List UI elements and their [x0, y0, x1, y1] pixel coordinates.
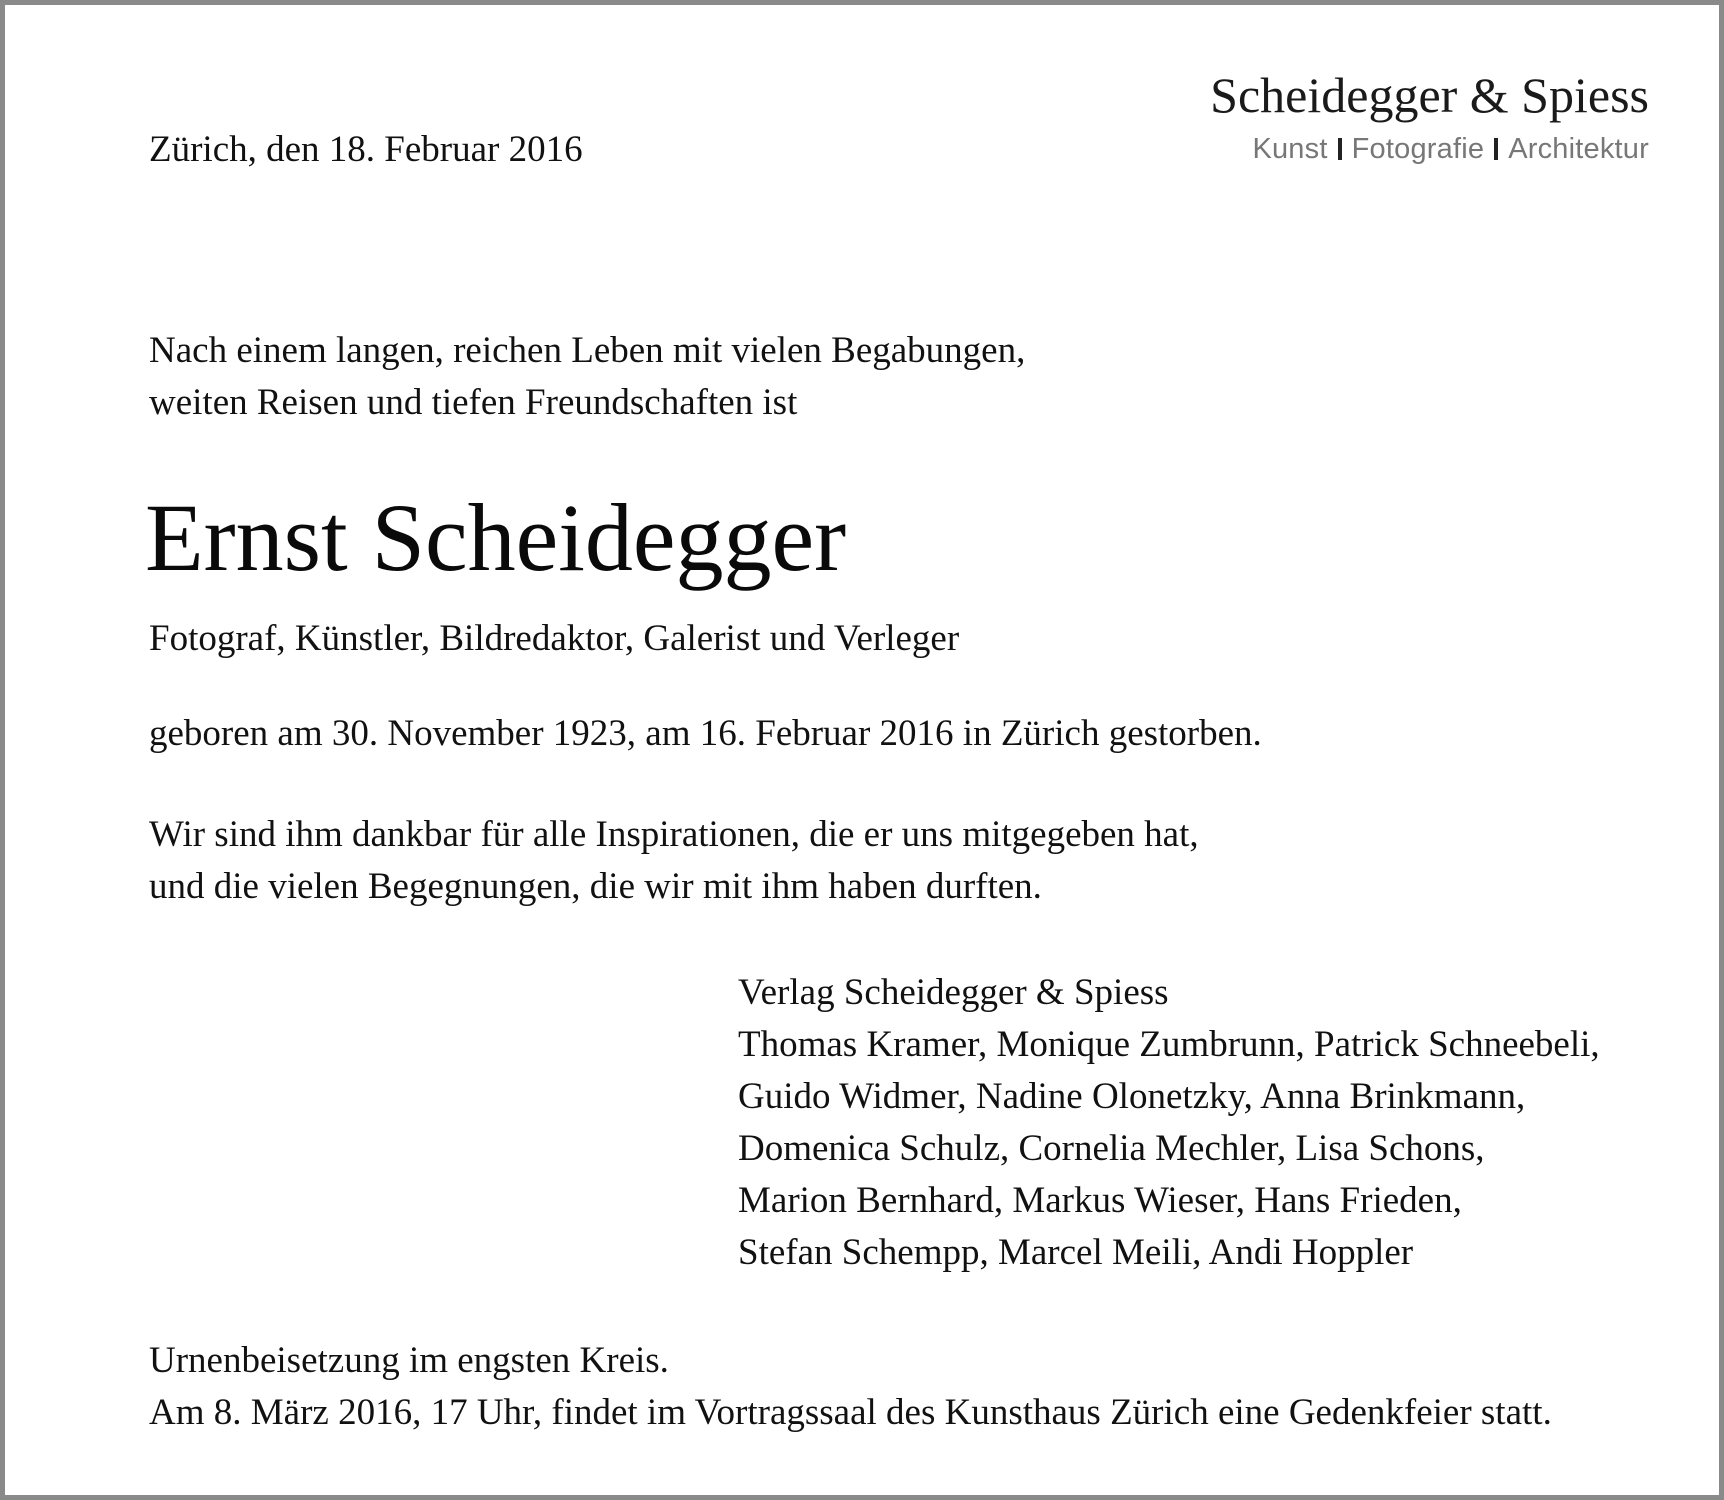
publisher-tagline: [1210, 131, 1649, 167]
thanks-line: und die vielen Begegnungen, die wir mit ihm haben durften.: [149, 866, 1042, 907]
publisher-name: Scheidegger & Spiess: [1210, 67, 1649, 123]
signatory-line: Marion Bernhard, Markus Wieser, Hans Frieden,: [738, 1180, 1462, 1221]
deceased-name: Ernst Scheidegger: [145, 484, 847, 591]
life-dates-line: geboren am 30. November 1923, am 16. Februar 2016 in Zürich gestorben.: [149, 713, 1262, 754]
signatory-line: Guido Widmer, Nadine Olonetzky, Anna Brinkmann,: [738, 1076, 1526, 1117]
memorial-line: Am 8. März 2016, 17 Uhr, findet im Vortragssaal des Kunsthaus Zürich eine Gedenkfeier statt.: [149, 1392, 1552, 1433]
publisher-logo: [1210, 65, 1649, 167]
roles-line: Fotograf, Künstler, Bildredaktor, Galerist und Verleger: [149, 618, 960, 659]
closing-text: [149, 1335, 1552, 1439]
thanks-line: Wir sind ihm dankbar für alle Inspirationen, die er uns mitgegeben hat,: [149, 814, 1199, 855]
signatory-line: Domenica Schulz, Cornelia Mechler, Lisa Schons,: [738, 1128, 1485, 1169]
intro-line: Nach einem langen, reichen Leben mit vielen Begabungen,: [149, 330, 1026, 371]
thanks-text: [149, 809, 1199, 913]
signatory-line: Stefan Schempp, Marcel Meili, Andi Hoppler: [738, 1232, 1414, 1273]
signatory-line: Thomas Kramer, Monique Zumbrunn, Patrick Schneebeli,: [738, 1024, 1600, 1065]
signatory-line: Verlag Scheidegger & Spiess: [738, 972, 1169, 1013]
separator-bar: [1338, 138, 1342, 160]
obituary-notice: [5, 5, 1719, 1495]
tag-fotografie: Fotografie: [1351, 133, 1485, 165]
signatories-block: [738, 967, 1600, 1279]
tag-kunst: Kunst: [1252, 133, 1328, 165]
intro-text: [149, 325, 1025, 429]
intro-line: weiten Reisen und tiefen Freundschaften ist: [149, 382, 798, 423]
separator-bar: [1494, 138, 1498, 160]
date-line: Zürich, den 18. Februar 2016: [149, 129, 583, 170]
burial-line: Urnenbeisetzung im engsten Kreis.: [149, 1340, 669, 1381]
tag-architektur: Architektur: [1508, 133, 1649, 165]
